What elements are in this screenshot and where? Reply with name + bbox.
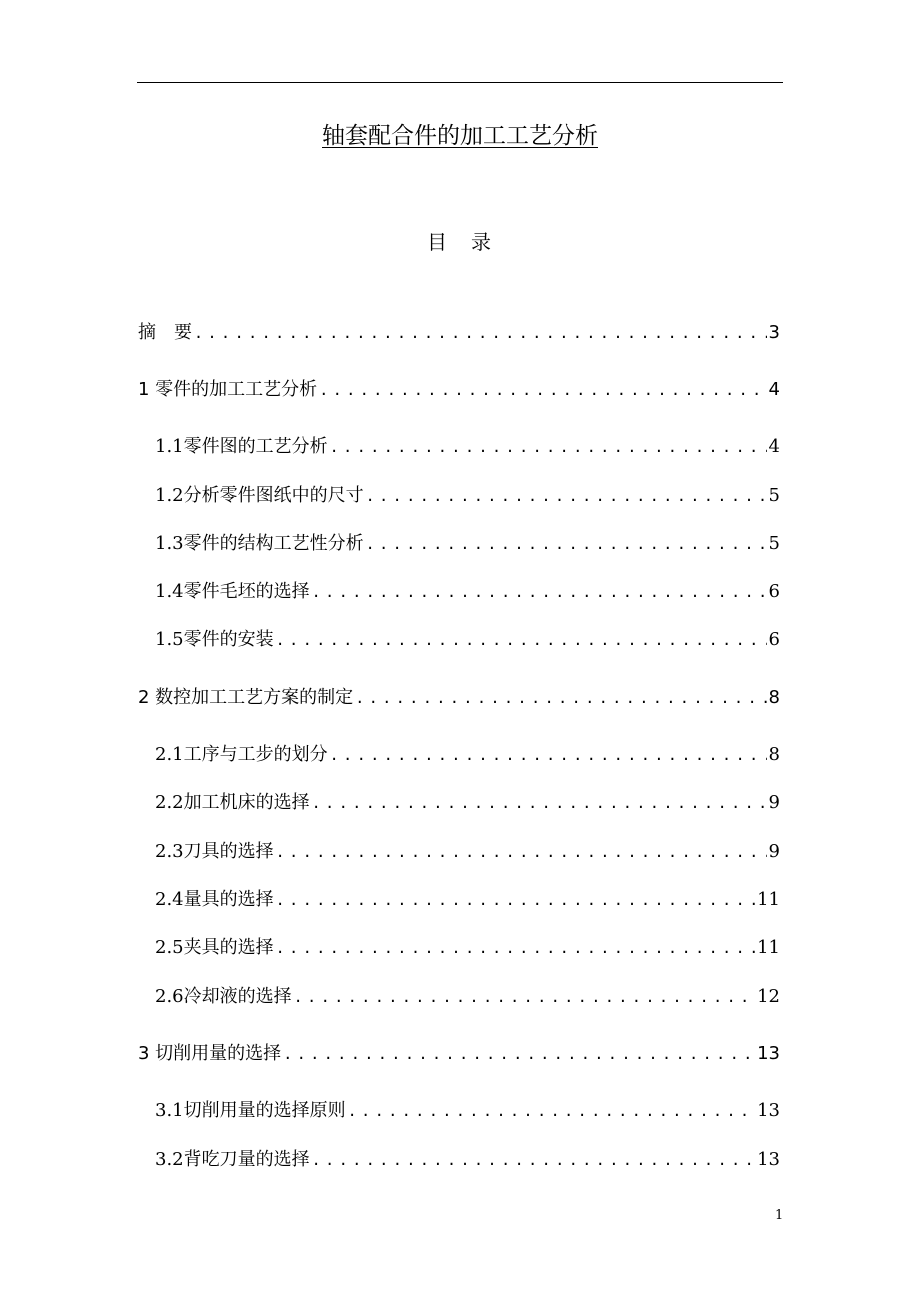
toc-dot-leader xyxy=(194,318,767,348)
toc-entry-page: 6 xyxy=(768,581,780,602)
toc-dot-leader xyxy=(355,683,766,713)
toc-entry-page: 13 xyxy=(757,1043,780,1064)
toc-entry-page: 12 xyxy=(757,986,780,1007)
toc-heading: 目 录 xyxy=(427,230,493,254)
toc-entry-page: 3 xyxy=(768,322,780,343)
toc-entry-page: 13 xyxy=(757,1100,780,1121)
toc-entry-abstract[interactable] xyxy=(138,318,780,348)
toc-entry-section-1-5[interactable] xyxy=(155,625,780,655)
toc-entry-page: 9 xyxy=(768,792,780,813)
toc-dot-leader xyxy=(312,577,767,607)
toc-entry-label: 1.4零件毛坯的选择 xyxy=(155,581,310,602)
toc-entry-label: 2.2加工机床的选择 xyxy=(155,792,310,813)
toc-entry-label: 2.1工序与工步的划分 xyxy=(155,744,328,765)
toc-entry-section-1-2[interactable] xyxy=(155,481,780,511)
toc-entry-label: 1.2分析零件图纸中的尺寸 xyxy=(155,485,364,506)
toc-entry-section-2-3[interactable] xyxy=(155,837,780,867)
toc-entry-label: 1.1零件图的工艺分析 xyxy=(155,436,328,457)
toc-dot-leader xyxy=(366,481,767,511)
page-number: 1 xyxy=(775,1208,784,1223)
toc-entry-label: 1.3零件的结构工艺性分析 xyxy=(155,533,364,554)
toc-entry-label: 1 零件的加工工艺分析 xyxy=(138,379,318,400)
toc-entry-label: 3.1切削用量的选择原则 xyxy=(155,1100,346,1121)
toc-dot-leader xyxy=(348,1096,755,1126)
toc-entry-label: 2.6冷却液的选择 xyxy=(155,986,292,1007)
toc-entry-section-1-1[interactable] xyxy=(155,432,780,462)
toc-entry-chapter-2[interactable] xyxy=(138,683,780,713)
toc-dot-leader xyxy=(294,982,755,1012)
toc-dot-leader xyxy=(283,1039,755,1069)
toc-entry-chapter-1[interactable] xyxy=(138,375,780,405)
toc-dot-leader xyxy=(319,375,766,405)
toc-entry-section-2-2[interactable] xyxy=(155,788,780,818)
toc-dot-leader xyxy=(312,788,767,818)
toc-entry-section-1-3[interactable] xyxy=(155,529,780,559)
toc-entry-page: 13 xyxy=(757,1149,780,1170)
toc-entry-label: 1.5零件的安装 xyxy=(155,629,274,650)
toc-entry-page: 9 xyxy=(768,841,780,862)
toc-entry-page: 4 xyxy=(768,379,780,400)
toc-entry-label: 3.2背吃刀量的选择 xyxy=(155,1149,310,1170)
toc-dot-leader xyxy=(276,837,767,867)
toc-dot-leader xyxy=(276,625,767,655)
toc-entry-section-2-6[interactable] xyxy=(155,982,780,1012)
toc-dot-leader xyxy=(276,933,755,963)
toc-entry-label: 3 切削用量的选择 xyxy=(138,1043,282,1064)
toc-entry-section-2-4[interactable] xyxy=(155,885,780,915)
toc-entry-page: 5 xyxy=(768,485,780,506)
toc-entry-section-2-1[interactable] xyxy=(155,740,780,770)
toc-entry-label: 2.4量具的选择 xyxy=(155,889,274,910)
toc-entry-page: 11 xyxy=(757,889,780,910)
toc-entry-section-3-1[interactable] xyxy=(155,1096,780,1126)
toc-entry-section-3-2[interactable] xyxy=(155,1145,780,1175)
toc-entry-page: 4 xyxy=(768,436,780,457)
toc-entry-label: 2.5夹具的选择 xyxy=(155,937,274,958)
toc-dot-leader xyxy=(312,1145,755,1175)
toc-dot-leader xyxy=(366,529,767,559)
toc-dot-leader xyxy=(330,740,767,770)
toc-entry-label: 2.3刀具的选择 xyxy=(155,841,274,862)
toc-entry-page: 8 xyxy=(768,744,780,765)
toc-entry-section-1-4[interactable] xyxy=(155,577,780,607)
toc-dot-leader xyxy=(276,885,755,915)
toc-entry-section-2-5[interactable] xyxy=(155,933,780,963)
toc-entry-page: 5 xyxy=(768,533,780,554)
toc-entry-label: 摘 要 xyxy=(138,322,192,343)
toc-entry-page: 11 xyxy=(757,937,780,958)
toc-dot-leader xyxy=(330,432,767,462)
document-title-text: 轴套配合件的加工工艺分析 xyxy=(322,123,598,149)
toc-entry-label: 2 数控加工工艺方案的制定 xyxy=(138,687,354,708)
toc-entry-page: 8 xyxy=(768,687,780,708)
toc-entry-page: 6 xyxy=(768,629,780,650)
toc-entry-chapter-3[interactable] xyxy=(138,1039,780,1069)
